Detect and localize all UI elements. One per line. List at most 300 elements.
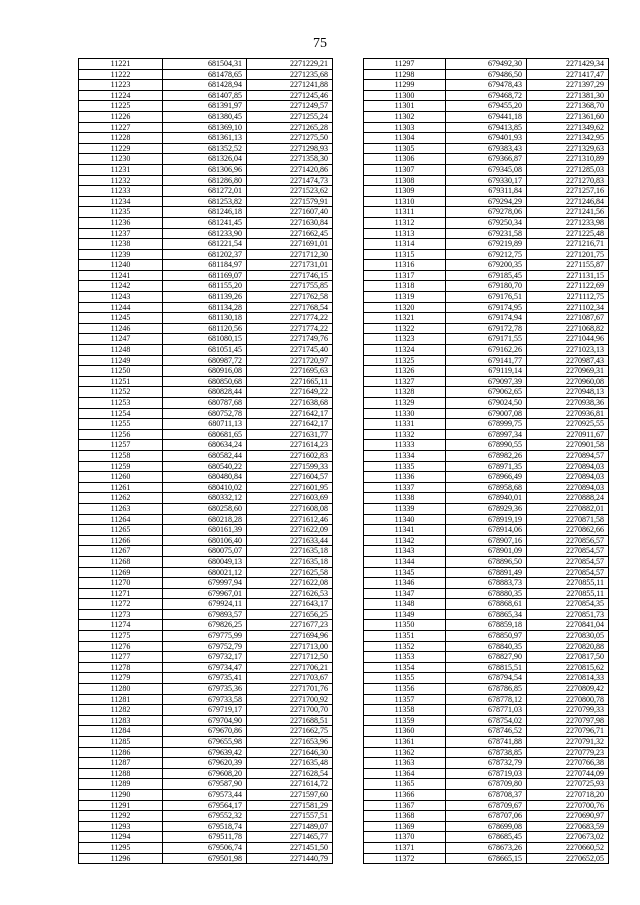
point-number-cell: 11307 (364, 164, 446, 175)
x-coordinate-cell: 679997,94 (163, 578, 247, 589)
y-coordinate-cell: 2270938,36 (527, 398, 609, 409)
point-number-cell: 11285 (79, 737, 163, 748)
point-number-cell: 11244 (79, 302, 163, 313)
y-coordinate-cell: 2270862,66 (527, 525, 609, 536)
x-coordinate-cell: 679250,34 (446, 217, 527, 228)
point-number-cell: 11237 (79, 228, 163, 239)
table-row (364, 80, 609, 91)
x-coordinate-cell: 679185,45 (446, 270, 527, 281)
table-row (79, 715, 333, 726)
point-number-cell: 11261 (79, 482, 163, 493)
y-coordinate-cell: 2271607,40 (247, 207, 333, 218)
point-number-cell: 11257 (79, 440, 163, 451)
table-row (364, 609, 609, 620)
x-coordinate-cell: 680161,39 (163, 525, 247, 536)
point-number-cell: 11319 (364, 292, 446, 303)
table-row (364, 164, 609, 175)
y-coordinate-cell: 2270987,43 (527, 355, 609, 366)
table-row (79, 472, 333, 483)
y-coordinate-cell: 2271635,48 (247, 758, 333, 769)
table-row (79, 281, 333, 292)
x-coordinate-cell: 679330,17 (446, 175, 527, 186)
point-number-cell: 11299 (364, 80, 446, 91)
point-number-cell: 11293 (79, 821, 163, 832)
table-row (79, 366, 333, 377)
point-number-cell: 11232 (79, 175, 163, 186)
x-coordinate-cell: 678746,52 (446, 726, 527, 737)
table-row (79, 599, 333, 610)
point-number-cell: 11255 (79, 419, 163, 430)
x-coordinate-cell: 679492,30 (446, 59, 527, 70)
point-number-cell: 11327 (364, 376, 446, 387)
point-number-cell: 11347 (364, 588, 446, 599)
point-number-cell: 11306 (364, 154, 446, 165)
y-coordinate-cell: 2270854,57 (527, 567, 609, 578)
y-coordinate-cell: 2270894,03 (527, 482, 609, 493)
point-number-cell: 11335 (364, 461, 446, 472)
x-coordinate-cell: 678907,16 (446, 535, 527, 546)
point-number-cell: 11363 (364, 758, 446, 769)
y-coordinate-cell: 2271774,22 (247, 323, 333, 334)
point-number-cell: 11349 (364, 609, 446, 620)
x-coordinate-cell: 678868,61 (446, 599, 527, 610)
table-row (364, 281, 609, 292)
table-row (364, 239, 609, 250)
x-coordinate-cell: 679924,11 (163, 599, 247, 610)
y-coordinate-cell: 2271597,60 (247, 789, 333, 800)
y-coordinate-cell: 2271579,91 (247, 196, 333, 207)
point-number-cell: 11236 (79, 217, 163, 228)
point-number-cell: 11226 (79, 111, 163, 122)
table-row (364, 641, 609, 652)
x-coordinate-cell: 681253,82 (163, 196, 247, 207)
y-coordinate-cell: 2270830,05 (527, 631, 609, 642)
point-number-cell: 11369 (364, 821, 446, 832)
table-row (364, 588, 609, 599)
x-coordinate-cell: 680582,44 (163, 450, 247, 461)
x-coordinate-cell: 680850,68 (163, 376, 247, 387)
y-coordinate-cell: 2270894,03 (527, 461, 609, 472)
y-coordinate-cell: 2270683,59 (527, 821, 609, 832)
table-row (364, 323, 609, 334)
y-coordinate-cell: 2271653,96 (247, 737, 333, 748)
table-row (364, 694, 609, 705)
y-coordinate-cell: 2270766,38 (527, 758, 609, 769)
point-number-cell: 11303 (364, 122, 446, 133)
x-coordinate-cell: 678859,18 (446, 620, 527, 631)
point-number-cell: 11281 (79, 694, 163, 705)
y-coordinate-cell: 2270744,09 (527, 768, 609, 779)
table-row (364, 737, 609, 748)
table-row (79, 461, 333, 472)
table-row (79, 662, 333, 673)
x-coordinate-cell: 679311,84 (446, 186, 527, 197)
y-coordinate-cell: 2271602,83 (247, 450, 333, 461)
table-row (79, 758, 333, 769)
point-number-cell: 11274 (79, 620, 163, 631)
table-row (79, 609, 333, 620)
y-coordinate-cell: 2271599,33 (247, 461, 333, 472)
x-coordinate-cell: 681246,18 (163, 207, 247, 218)
table-row (79, 175, 333, 186)
table-row (79, 556, 333, 567)
y-coordinate-cell: 2270809,42 (527, 684, 609, 695)
x-coordinate-cell: 681139,26 (163, 292, 247, 303)
point-number-cell: 11247 (79, 334, 163, 345)
x-coordinate-cell: 679212,75 (446, 249, 527, 260)
page-number: 75 (313, 36, 327, 51)
y-coordinate-cell: 2271255,24 (247, 111, 333, 122)
table-row (79, 535, 333, 546)
x-coordinate-cell: 679734,47 (163, 662, 247, 673)
x-coordinate-cell: 679733,58 (163, 694, 247, 705)
y-coordinate-cell: 2271581,29 (247, 800, 333, 811)
y-coordinate-cell: 2271102,34 (527, 302, 609, 313)
point-number-cell: 11334 (364, 450, 446, 461)
y-coordinate-cell: 2271625,58 (247, 567, 333, 578)
table-row (364, 313, 609, 324)
x-coordinate-cell: 679620,39 (163, 758, 247, 769)
point-number-cell: 11304 (364, 133, 446, 144)
point-number-cell: 11313 (364, 228, 446, 239)
x-coordinate-cell: 678840,35 (446, 641, 527, 652)
point-number-cell: 11331 (364, 419, 446, 430)
table-row (79, 270, 333, 281)
y-coordinate-cell: 2271557,51 (247, 811, 333, 822)
y-coordinate-cell: 2271700,70 (247, 705, 333, 716)
y-coordinate-cell: 2270925,55 (527, 419, 609, 430)
table-row (364, 493, 609, 504)
y-coordinate-cell: 2271642,17 (247, 419, 333, 430)
x-coordinate-cell: 678709,80 (446, 779, 527, 790)
point-number-cell: 11350 (364, 620, 446, 631)
x-coordinate-cell: 679735,36 (163, 684, 247, 695)
y-coordinate-cell: 2270779,23 (527, 747, 609, 758)
point-number-cell: 11359 (364, 715, 446, 726)
point-number-cell: 11233 (79, 186, 163, 197)
table-row (79, 133, 333, 144)
point-number-cell: 11221 (79, 59, 163, 70)
x-coordinate-cell: 681134,28 (163, 302, 247, 313)
point-number-cell: 11251 (79, 376, 163, 387)
point-number-cell: 11294 (79, 832, 163, 843)
table-row (79, 440, 333, 451)
point-number-cell: 11329 (364, 398, 446, 409)
table-row (364, 811, 609, 822)
x-coordinate-cell: 679893,57 (163, 609, 247, 620)
y-coordinate-cell: 2270894,03 (527, 472, 609, 483)
y-coordinate-cell: 2270796,71 (527, 726, 609, 737)
point-number-cell: 11298 (364, 69, 446, 80)
table-row (79, 196, 333, 207)
x-coordinate-cell: 679007,08 (446, 408, 527, 419)
x-coordinate-cell: 678919,19 (446, 514, 527, 525)
x-coordinate-cell: 681380,45 (163, 111, 247, 122)
x-coordinate-cell: 678685,45 (446, 832, 527, 843)
x-coordinate-cell: 681352,52 (163, 143, 247, 154)
y-coordinate-cell: 2271749,76 (247, 334, 333, 345)
y-coordinate-cell: 2271631,77 (247, 429, 333, 440)
point-number-cell: 11354 (364, 662, 446, 673)
table-row (364, 503, 609, 514)
point-number-cell: 11245 (79, 313, 163, 324)
point-number-cell: 11270 (79, 578, 163, 589)
point-number-cell: 11323 (364, 334, 446, 345)
table-row (364, 472, 609, 483)
x-coordinate-cell: 680828,44 (163, 387, 247, 398)
y-coordinate-cell: 2271720,97 (247, 355, 333, 366)
x-coordinate-cell: 679219,89 (446, 239, 527, 250)
point-number-cell: 11272 (79, 599, 163, 610)
table-row (364, 186, 609, 197)
y-coordinate-cell: 2271349,62 (527, 122, 609, 133)
table-row (364, 69, 609, 80)
y-coordinate-cell: 2271249,57 (247, 101, 333, 112)
point-number-cell: 11287 (79, 758, 163, 769)
table-row (79, 525, 333, 536)
table-row (79, 419, 333, 430)
y-coordinate-cell: 2271622,09 (247, 525, 333, 536)
x-coordinate-cell: 679174,94 (446, 313, 527, 324)
x-coordinate-cell: 680634,24 (163, 440, 247, 451)
y-coordinate-cell: 2271474,73 (247, 175, 333, 186)
point-number-cell: 11235 (79, 207, 163, 218)
table-row (364, 556, 609, 567)
point-number-cell: 11308 (364, 175, 446, 186)
point-number-cell: 11262 (79, 493, 163, 504)
x-coordinate-cell: 678865,34 (446, 609, 527, 620)
y-coordinate-cell: 2270700,76 (527, 800, 609, 811)
x-coordinate-cell: 680410,02 (163, 482, 247, 493)
table-row (364, 249, 609, 260)
point-number-cell: 11356 (364, 684, 446, 695)
y-coordinate-cell: 2271265,28 (247, 122, 333, 133)
x-coordinate-cell: 678883,73 (446, 578, 527, 589)
point-number-cell: 11264 (79, 514, 163, 525)
point-number-cell: 11268 (79, 556, 163, 567)
table-row (79, 737, 333, 748)
table-row (364, 705, 609, 716)
point-number-cell: 11278 (79, 662, 163, 673)
x-coordinate-cell: 679413,85 (446, 122, 527, 133)
table-row (364, 133, 609, 144)
table-row (364, 525, 609, 536)
point-number-cell: 11333 (364, 440, 446, 451)
y-coordinate-cell: 2270841,04 (527, 620, 609, 631)
y-coordinate-cell: 2271451,50 (247, 842, 333, 853)
x-coordinate-cell: 679383,43 (446, 143, 527, 154)
table-row (79, 217, 333, 228)
point-number-cell: 11305 (364, 143, 446, 154)
table-row (364, 429, 609, 440)
y-coordinate-cell: 2271246,84 (527, 196, 609, 207)
point-number-cell: 11325 (364, 355, 446, 366)
point-number-cell: 11316 (364, 260, 446, 271)
table-row (364, 143, 609, 154)
point-number-cell: 11269 (79, 567, 163, 578)
table-row (79, 503, 333, 514)
x-coordinate-cell: 678827,90 (446, 652, 527, 663)
x-coordinate-cell: 678732,79 (446, 758, 527, 769)
point-number-cell: 11249 (79, 355, 163, 366)
y-coordinate-cell: 2271691,01 (247, 239, 333, 250)
x-coordinate-cell: 678999,75 (446, 419, 527, 430)
x-coordinate-cell: 681120,56 (163, 323, 247, 334)
y-coordinate-cell: 2271225,48 (527, 228, 609, 239)
x-coordinate-cell: 680987,72 (163, 355, 247, 366)
y-coordinate-cell: 2271275,50 (247, 133, 333, 144)
x-coordinate-cell: 679511,78 (163, 832, 247, 843)
point-number-cell: 11365 (364, 779, 446, 790)
point-number-cell: 11266 (79, 535, 163, 546)
point-number-cell: 11271 (79, 588, 163, 599)
y-coordinate-cell: 2270854,35 (527, 599, 609, 610)
x-coordinate-cell: 678699,08 (446, 821, 527, 832)
point-number-cell: 11345 (364, 567, 446, 578)
x-coordinate-cell: 678850,97 (446, 631, 527, 642)
point-number-cell: 11301 (364, 101, 446, 112)
y-coordinate-cell: 2270815,62 (527, 662, 609, 673)
table-row (364, 260, 609, 271)
point-number-cell: 11290 (79, 789, 163, 800)
table-row (364, 450, 609, 461)
y-coordinate-cell: 2271703,67 (247, 673, 333, 684)
x-coordinate-cell: 678896,50 (446, 556, 527, 567)
table-row (364, 789, 609, 800)
y-coordinate-cell: 2271216,71 (527, 239, 609, 250)
x-coordinate-cell: 678966,49 (446, 472, 527, 483)
x-coordinate-cell: 679097,39 (446, 376, 527, 387)
x-coordinate-cell: 681407,85 (163, 90, 247, 101)
table-row (79, 239, 333, 250)
y-coordinate-cell: 2271608,08 (247, 503, 333, 514)
y-coordinate-cell: 2271112,75 (527, 292, 609, 303)
y-coordinate-cell: 2271614,23 (247, 440, 333, 451)
point-number-cell: 11318 (364, 281, 446, 292)
point-number-cell: 11275 (79, 631, 163, 642)
point-number-cell: 11357 (364, 694, 446, 705)
x-coordinate-cell: 681504,31 (163, 59, 247, 70)
table-row (79, 768, 333, 779)
x-coordinate-cell: 678738,85 (446, 747, 527, 758)
point-number-cell: 11231 (79, 164, 163, 175)
table-row (79, 684, 333, 695)
point-number-cell: 11358 (364, 705, 446, 716)
y-coordinate-cell: 2271774,22 (247, 313, 333, 324)
x-coordinate-cell: 679639,42 (163, 747, 247, 758)
x-coordinate-cell: 679587,90 (163, 779, 247, 790)
point-number-cell: 11241 (79, 270, 163, 281)
x-coordinate-cell: 679506,74 (163, 842, 247, 853)
y-coordinate-cell: 2271298,93 (247, 143, 333, 154)
table-row (79, 260, 333, 271)
table-row (364, 599, 609, 610)
table-row (364, 122, 609, 133)
x-coordinate-cell: 680258,60 (163, 503, 247, 514)
point-number-cell: 11228 (79, 133, 163, 144)
point-number-cell: 11317 (364, 270, 446, 281)
point-number-cell: 11343 (364, 546, 446, 557)
x-coordinate-cell: 679704,90 (163, 715, 247, 726)
table-row (364, 684, 609, 695)
y-coordinate-cell: 2271646,30 (247, 747, 333, 758)
point-number-cell: 11222 (79, 69, 163, 80)
y-coordinate-cell: 2271342,95 (527, 133, 609, 144)
table-row (79, 313, 333, 324)
point-number-cell: 11328 (364, 387, 446, 398)
point-number-cell: 11297 (364, 59, 446, 70)
y-coordinate-cell: 2271768,54 (247, 302, 333, 313)
x-coordinate-cell: 681391,97 (163, 101, 247, 112)
x-coordinate-cell: 679455,20 (446, 101, 527, 112)
y-coordinate-cell: 2271688,51 (247, 715, 333, 726)
table-row (364, 217, 609, 228)
table-row (79, 355, 333, 366)
table-row (364, 59, 609, 70)
y-coordinate-cell: 2271626,53 (247, 588, 333, 599)
y-coordinate-cell: 2271635,18 (247, 546, 333, 557)
x-coordinate-cell: 679294,29 (446, 196, 527, 207)
point-number-cell: 11265 (79, 525, 163, 536)
x-coordinate-cell: 680218,28 (163, 514, 247, 525)
table-row (79, 705, 333, 716)
x-coordinate-cell: 678665,15 (446, 853, 527, 864)
point-number-cell: 11248 (79, 345, 163, 356)
table-row (79, 853, 333, 864)
point-number-cell: 11223 (79, 80, 163, 91)
point-number-cell: 11364 (364, 768, 446, 779)
y-coordinate-cell: 2270936,81 (527, 408, 609, 419)
point-number-cell: 11230 (79, 154, 163, 165)
point-number-cell: 11321 (364, 313, 446, 324)
point-number-cell: 11302 (364, 111, 446, 122)
y-coordinate-cell: 2270791,32 (527, 737, 609, 748)
y-coordinate-cell: 2271731,01 (247, 260, 333, 271)
y-coordinate-cell: 2271656,25 (247, 609, 333, 620)
table-row (364, 715, 609, 726)
x-coordinate-cell: 678707,06 (446, 811, 527, 822)
y-coordinate-cell: 2271229,21 (247, 59, 333, 70)
y-coordinate-cell: 2271465,77 (247, 832, 333, 843)
point-number-cell: 11344 (364, 556, 446, 567)
x-coordinate-cell: 680752,78 (163, 408, 247, 419)
point-number-cell: 11341 (364, 525, 446, 536)
y-coordinate-cell: 2270901,58 (527, 440, 609, 451)
y-coordinate-cell: 2271622,08 (247, 578, 333, 589)
y-coordinate-cell: 2271635,18 (247, 556, 333, 567)
x-coordinate-cell: 680480,84 (163, 472, 247, 483)
table-row (79, 832, 333, 843)
y-coordinate-cell: 2271762,58 (247, 292, 333, 303)
table-row (79, 292, 333, 303)
x-coordinate-cell: 681233,90 (163, 228, 247, 239)
table-row (79, 578, 333, 589)
y-coordinate-cell: 2270855,11 (527, 588, 609, 599)
coordinates-table-left (78, 58, 333, 864)
x-coordinate-cell: 678771,03 (446, 705, 527, 716)
y-coordinate-cell: 2270948,13 (527, 387, 609, 398)
point-number-cell: 11296 (79, 853, 163, 864)
x-coordinate-cell: 680916,08 (163, 366, 247, 377)
x-coordinate-cell: 678990,55 (446, 440, 527, 451)
point-number-cell: 11332 (364, 429, 446, 440)
point-number-cell: 11348 (364, 599, 446, 610)
table-row (79, 249, 333, 260)
x-coordinate-cell: 678673,26 (446, 842, 527, 853)
point-number-cell: 11337 (364, 482, 446, 493)
table-row (364, 292, 609, 303)
table-row (79, 323, 333, 334)
